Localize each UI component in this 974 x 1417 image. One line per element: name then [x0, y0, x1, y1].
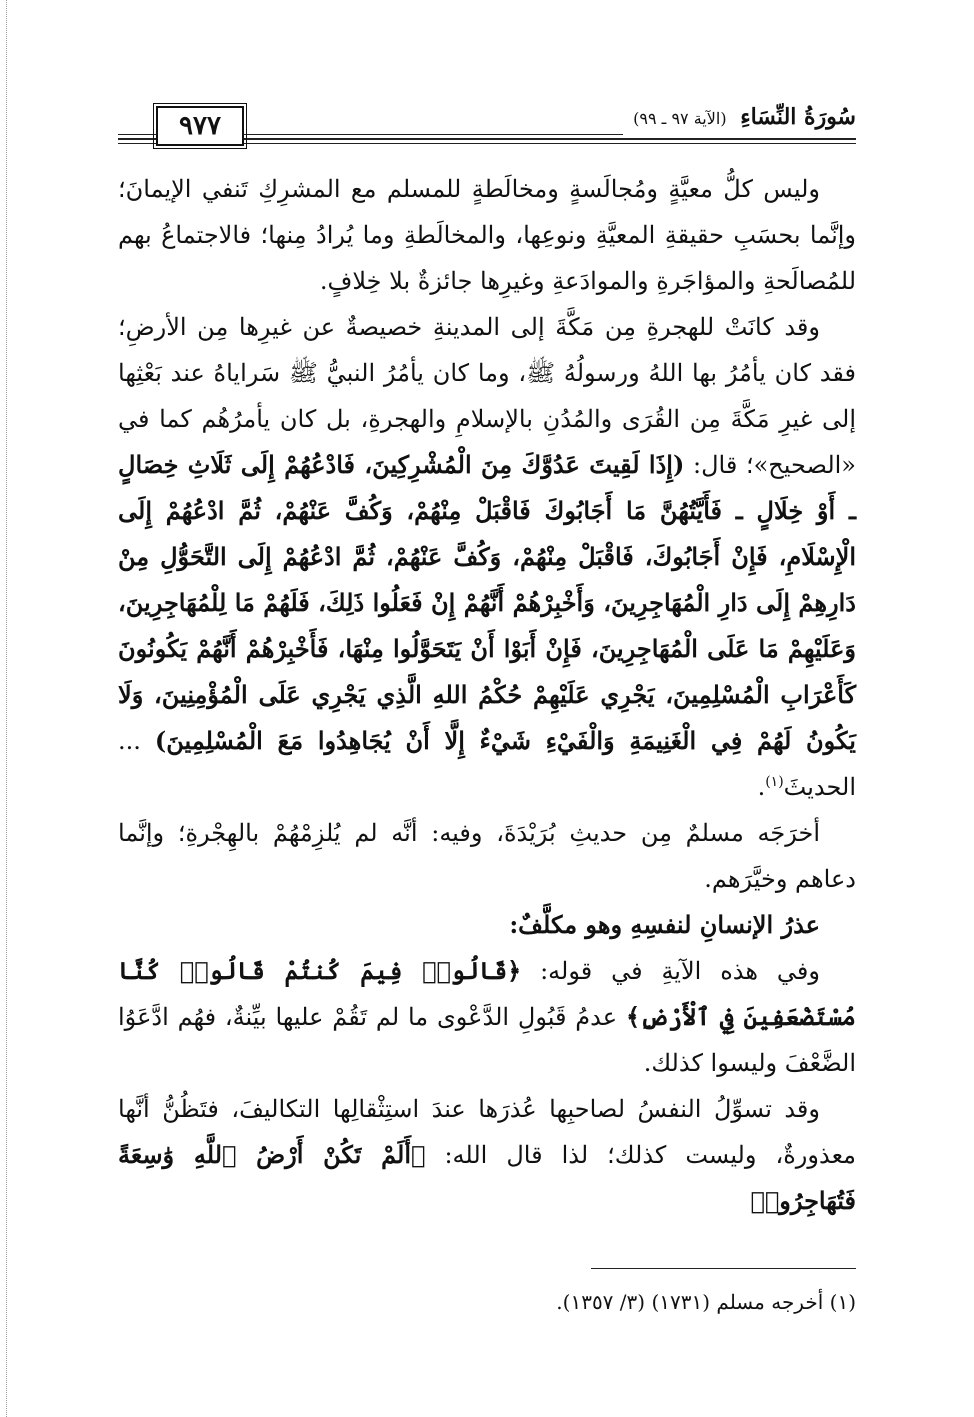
paragraph-intro: وقد كانَتْ للهجرةِ مِن مَكَّةَ إلى المدينةِ خصيصةٌ عن غيرِها مِن الأرضِ؛ فقد كان يأمُرُ بها اللهُ ورسولُهُ ﷺ، وما كان يأمُرُ النبيُّ ﷺ سَراياهُ عند بَعْثِها إلى غيرِ مَكَّةَ مِن القُرَى والمُدُنِ بالإسلامِ والهجرةِ، بل كان يأمرُهُم كما في «الصحيح»؛ قال:: [118, 313, 856, 479]
section-heading: عذرُ الإنسانِ لنفسِهِ وهو مكلَّفٌ:: [509, 910, 820, 939]
main-text: [118, 166, 856, 1224]
paragraph: أخرَجَه مسلمٌ مِن حديثِ بُرَيْدَةَ، وفيه: أنَّه لم يُلزِمْهُمْ بالهِجْرةِ؛ وإنَّما دعاهم وخيَّرَهم.: [118, 819, 856, 893]
paragraph-tail: ... الحديثَ: [118, 727, 856, 801]
ayah-range: (الآية ٩٧ ـ ٩٩): [633, 109, 727, 128]
footnote-reference: (١): [765, 774, 784, 790]
paragraph: [118, 1086, 856, 1224]
page-number: ٩٧٧: [156, 106, 244, 146]
paragraph: وقد كانَتْ للهجرةِ مِن مَكَّةَ إلى المدينةِ خصيصةٌ عن غيرِها مِن الأرضِ؛ فقد كان يأمُرُ بها اللهُ ورسولُهُ ﷺ، وما كان يأمُرُ النبيُّ ﷺ سَراياهُ عند بَعْثِها إلى غيرِ مَكَّةَ مِن القُرَى والمُدُنِ بالإسلامِ والهجرةِ، بل كان يأمرُهُم كما في «الصحيح»؛ قال: (إِذَا لَقِيتَ عَدُوَّكَ مِنَ الْمُشْرِكِينَ، فَادْعُهُمْ إِلَى ثَلَاثِ خِصَالٍ ـ أَوْ خِلَالٍ ـ فَأَيَّتُهُنَّ مَا أَجَابُوكَ فَاقْبَلْ مِنْهُمْ، وَكُفَّ عَنْهُمْ، ثُمَّ ادْعُهُمْ إِلَى الْإِسْلَامِ، فَإِنْ أَجَابُوكَ، فَاقْبَلْ مِنْهُمْ، وَكُفَّ عَنْهُمْ، ثُمَّ ادْعُهُمْ إِلَى التَّحَوُّلِ مِنْ دَارِهِمْ إِلَى دَارِ الْمُهَاجِرِينَ، وَأَخْبِرْهُمْ أَنَّهُمْ إِنْ فَعَلُوا ذَلِكَ، فَلَهُمْ مَا لِلْمُهَاجِرِينَ، وَعَلَيْهِمْ مَا عَلَى الْمُهَاجِرِينَ، فَإِنْ أَبَوْا أَنْ يَتَحَوَّلُوا مِنْهَا، فَأَخْبِرْهُمْ أَنَّهُمْ يَكُونُونَ كَأَعْرَابِ الْمُسْلِمِينَ، يَجْرِي عَلَيْهِمْ حُكْمُ اللهِ الَّذِي يَجْرِي عَلَى الْمُؤْمِنِينَ، وَلَا يَكُونُ لَهُمْ فِي الْغَنِيمَةِ وَالْفَيْءِ شَيْءٌ إِلَّا أَنْ يُجَاهِدُوا مَعَ الْمُسْلِمِينَ) ... الحديثَ$^{(١)}$.: [118, 313, 856, 801]
quran-verse: ﴿أَلَمْ تَكُنْ أَرْضُ ٱللَّهِ وَٰسِعَةً فَتُهَاجِرُوا۟: [118, 1140, 856, 1215]
page-header: [118, 100, 856, 150]
paragraph: وليس كلُّ معيَّةٍ ومُجالَسةٍ ومخالَطةٍ للمسلم مع المشرِكِ تَنفي الإيمانَ؛ وإنَّما بحسَبِ حقيقةِ المعيَّةِ ونوعِها، والمخالَطةِ وما يُرادُ مِنها؛ فالاجتماعُ بهم للمُصالَحةِ والمؤاجَرةِ والموادَعةِ وغيرِها جائزةٌ بلا خِلافٍ.: [118, 175, 856, 295]
quran-verse: ﴿قَالُوا۟ فِيمَ كُنتُمْ قَالُوا۟ كُنَّا مُسْتَضْعَفِينَ فِي ٱلْأَرْضِ﴾: [118, 956, 856, 1031]
surah-name: سُورَةُ النِّسَاءِ: [740, 104, 856, 130]
paragraph: [118, 948, 856, 1086]
surah-title: [623, 100, 856, 136]
paragraph-rest: عدمُ قَبُولِ الدَّعْوى ما لم تَقُمْ عليها بيِّنةٌ، فهُم ادَّعَوُا الضَّعْفَ وليسوا كذلك.: [118, 1003, 856, 1077]
hadith-text: (إِذَا لَقِيتَ عَدُوَّكَ مِنَ الْمُشْرِكِينَ، فَادْعُهُمْ إِلَى ثَلَاثِ خِصَالٍ ـ أَوْ خِلَالٍ ـ فَأَيَّتُهُنَّ مَا أَجَابُوكَ فَاقْبَلْ مِنْهُمْ، وَكُفَّ عَنْهُمْ، ثُمَّ ادْعُهُمْ إِلَى الْإِسْلَامِ، فَإِنْ أَجَابُوكَ، فَاقْبَلْ مِنْهُمْ، وَكُفَّ عَنْهُمْ، ثُمَّ ادْعُهُمْ إِلَى التَّحَوُّلِ مِنْ دَارِهِمْ إِلَى دَارِ الْمُهَاجِرِينَ، وَأَخْبِرْهُمْ أَنَّهُمْ إِنْ فَعَلُوا ذَلِكَ، فَلَهُمْ مَا لِلْمُهَاجِرِينَ، وَعَلَيْهِمْ مَا عَلَى الْمُهَاجِرِينَ، فَإِنْ أَبَوْا أَنْ يَتَحَوَّلُوا مِنْهَا، فَأَخْبِرْهُمْ أَنَّهُمْ يَكُونُونَ كَأَعْرَابِ الْمُسْلِمِينَ، يَجْرِي عَلَيْهِمْ حُكْمُ اللهِ الَّذِي يَجْرِي عَلَى الْمُؤْمِنِينَ، وَلَا يَكُونُ لَهُمْ فِي الْغَنِيمَةِ وَالْفَيْءِ شَيْءٌ إِلَّا أَنْ يُجَاهِدُوا مَعَ الْمُسْلِمِينَ): [118, 450, 856, 755]
paragraph-intro: وقد تسوِّلُ النفسُ لصاحبِها عُذرَها عندَ استِثْقالِها التكاليفَ، فتَظُنُّ أنَّها معذورةٌ، وليست كذلك؛ لذا قال الله:: [118, 1095, 856, 1169]
footnote: (١) أخرجه مسلم (١٧٣١) (٣/ ١٣٥٧).: [556, 1290, 856, 1314]
paragraph-intro: وفي هذه الآيةِ في قوله:: [540, 957, 820, 985]
footnote-separator: [591, 1268, 856, 1269]
page-binding-edge: [6, 0, 9, 1417]
